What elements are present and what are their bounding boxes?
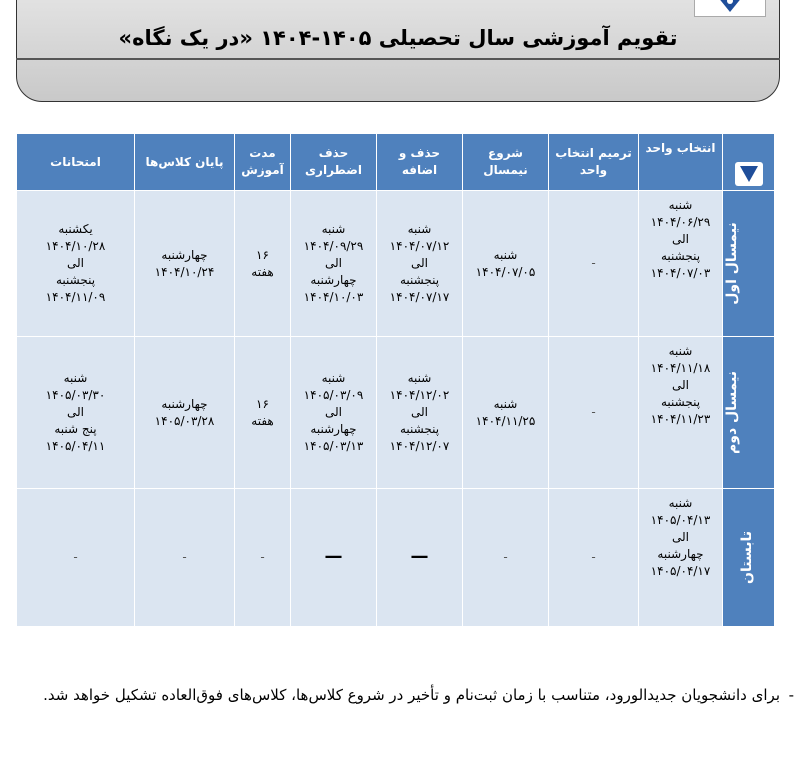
cell-line: ۱۴۰۴/۱۰/۲۸: [45, 239, 106, 253]
title-divider: [16, 58, 780, 60]
cell-line: پنجشنبه: [399, 273, 440, 287]
cell-exams: [17, 489, 135, 627]
cell-line: الی: [672, 530, 689, 544]
header-duration: مدت آموزش: [235, 134, 291, 191]
cell-line: ۱۴۰۵/۰۳/۲۸: [154, 413, 215, 428]
row-header-label: نیمسال اول: [724, 222, 741, 305]
row-header: [723, 191, 775, 337]
university-logo: [694, 0, 766, 17]
cell-line: ۱۴۰۴/۱۰/۰۳: [303, 290, 364, 304]
empty-dash: -: [591, 550, 596, 564]
cell-line: هفته: [251, 413, 274, 428]
cell-line: شنبه: [321, 222, 346, 236]
cell-line: ۱۴۰۵/۰۴/۱۷: [650, 564, 711, 578]
cell-line: الی: [672, 378, 689, 392]
cell-line: ۱۴۰۴/۱۱/۰۹: [45, 290, 106, 304]
cell-select: [639, 337, 723, 489]
cell-line: ۱۴۰۴/۰۶/۲۹: [650, 215, 711, 229]
table-row: [17, 337, 775, 489]
page-title: تقویم آموزشی سال تحصیلی ۱۴۰۵-۱۴۰۴ «در یک نگاه»: [118, 26, 678, 50]
cell-line: ۱۴۰۴/۰۷/۰۵: [475, 264, 536, 279]
cell-revise: [549, 489, 639, 627]
cell-line: ۱۴۰۵/۰۴/۱۳: [650, 513, 711, 527]
cell-start: [463, 489, 549, 627]
cell-emergency: [291, 337, 377, 489]
cell-adddrop: [377, 489, 463, 627]
cell-line: ۱۴۰۴/۱۱/۲۵: [475, 413, 536, 428]
cell-line: ۱۴۰۴/۱۱/۱۸: [650, 361, 711, 375]
cell-duration: [235, 489, 291, 627]
cell-line: ۱۴۰۴/۱۰/۲۴: [154, 264, 215, 279]
header-adddrop: حذف و اضافه: [377, 134, 463, 191]
cell-line: ۱۴۰۵/۰۳/۰۹: [303, 388, 364, 402]
cell-line: شنبه: [668, 344, 693, 358]
cell-exams: [17, 191, 135, 337]
cell-revise: [549, 191, 639, 337]
cell-line: چهارشنبه: [161, 247, 208, 262]
row-header-label: نیمسال دوم: [723, 370, 740, 455]
empty-dash: -: [73, 550, 78, 564]
row-header: [723, 489, 775, 627]
cell-line: شنبه: [407, 371, 432, 385]
cell-line: شنبه: [668, 198, 693, 212]
cell-line: چهارشنبه: [161, 396, 208, 411]
cell-line: پنج شنبه: [54, 422, 97, 436]
cell-line: شنبه: [63, 371, 88, 385]
cell-duration: [235, 337, 291, 489]
cell-line: پنجشنبه: [660, 395, 701, 409]
cell-line: الی: [411, 256, 428, 270]
cell-duration: [235, 191, 291, 337]
cell-select: [639, 489, 723, 627]
header-exams: امتحانات: [17, 134, 135, 191]
empty-dash: -: [503, 550, 508, 564]
cell-line: هفته: [251, 264, 274, 279]
cell-line: الی: [672, 232, 689, 246]
header-corner: [723, 134, 775, 191]
cell-revise: [549, 337, 639, 489]
cell-start: [463, 337, 549, 489]
calendar-table: [16, 133, 775, 627]
cell-line: ۱۴۰۴/۱۲/۰۲: [389, 388, 450, 402]
row-header-label: تابستان: [739, 531, 756, 584]
cell-line: ۱۴۰۴/۰۹/۲۹: [303, 239, 364, 253]
logo-small-icon: [735, 162, 763, 186]
cell-line: پنجشنبه: [660, 249, 701, 263]
cell-line: پنجشنبه: [399, 422, 440, 436]
cell-line: الی: [67, 256, 84, 270]
cell-line: ۱۴۰۵/۰۴/۱۱: [45, 439, 106, 453]
cell-line: شنبه: [493, 396, 518, 411]
cell-classend: [135, 191, 235, 337]
footnote: [30, 680, 794, 710]
cell-adddrop: [377, 191, 463, 337]
cell-line: شنبه: [668, 496, 693, 510]
cell-line: چهارشنبه: [657, 547, 704, 561]
cell-classend: [135, 489, 235, 627]
cell-line: پنجشنبه: [55, 273, 96, 287]
empty-dash-long: —: [410, 546, 429, 567]
table-row: [17, 489, 775, 627]
empty-dash: -: [591, 405, 596, 419]
cell-line: الی: [325, 256, 342, 270]
cell-line: ۱۴۰۴/۰۷/۰۳: [650, 266, 711, 280]
footnote-text: برای دانشجویان جدیدالورود، متناسب با زمان ثبت‌نام و تأخیر در شروع کلاس‌ها، کلاس‌های فوق‌العاده تشکیل خواهد شد.: [43, 686, 780, 704]
cell-line: ۱۴۰۴/۱۱/۲۳: [650, 412, 711, 426]
cell-line: ۱۴۰۴/۰۷/۱۲: [389, 239, 450, 253]
cell-line: ۱۴۰۴/۰۷/۱۷: [389, 290, 450, 304]
cell-exams: [17, 337, 135, 489]
empty-dash: -: [591, 256, 596, 270]
empty-dash: -: [182, 550, 187, 564]
cell-line: شنبه: [407, 222, 432, 236]
header-emergency: حذف اضطراری: [291, 134, 377, 191]
cell-line: چهارشنبه: [310, 422, 357, 436]
empty-dash: -: [260, 550, 265, 564]
row-header: [723, 337, 775, 489]
cell-line: یکشنبه: [58, 222, 93, 236]
cell-emergency: [291, 489, 377, 627]
header-revise: ترمیم انتخاب واحد: [549, 134, 639, 191]
cell-line: ۱۴۰۵/۰۳/۱۳: [303, 439, 364, 453]
cell-line: شنبه: [321, 371, 346, 385]
cell-line: ۱۶: [256, 247, 269, 262]
cell-start: [463, 191, 549, 337]
header-select: انتخاب واحد: [639, 134, 723, 191]
header-start: شروع نیمسال: [463, 134, 549, 191]
cell-classend: [135, 337, 235, 489]
cell-line: چهارشنبه: [310, 273, 357, 287]
cell-adddrop: [377, 337, 463, 489]
cell-line: الی: [411, 405, 428, 419]
header-row: [17, 134, 775, 191]
cell-emergency: [291, 191, 377, 337]
cell-line: الی: [67, 405, 84, 419]
cell-line: ۱۶: [256, 396, 269, 411]
cell-line: الی: [325, 405, 342, 419]
cell-line: ۱۴۰۵/۰۳/۳۰: [45, 388, 106, 402]
footnote-bullet: -: [788, 686, 794, 704]
cell-line: ۱۴۰۴/۱۲/۰۷: [389, 439, 450, 453]
empty-dash-long: —: [324, 546, 343, 567]
header-classend: پایان کلاس‌ها: [135, 134, 235, 191]
cell-line: شنبه: [493, 247, 518, 262]
table-row: [17, 191, 775, 337]
